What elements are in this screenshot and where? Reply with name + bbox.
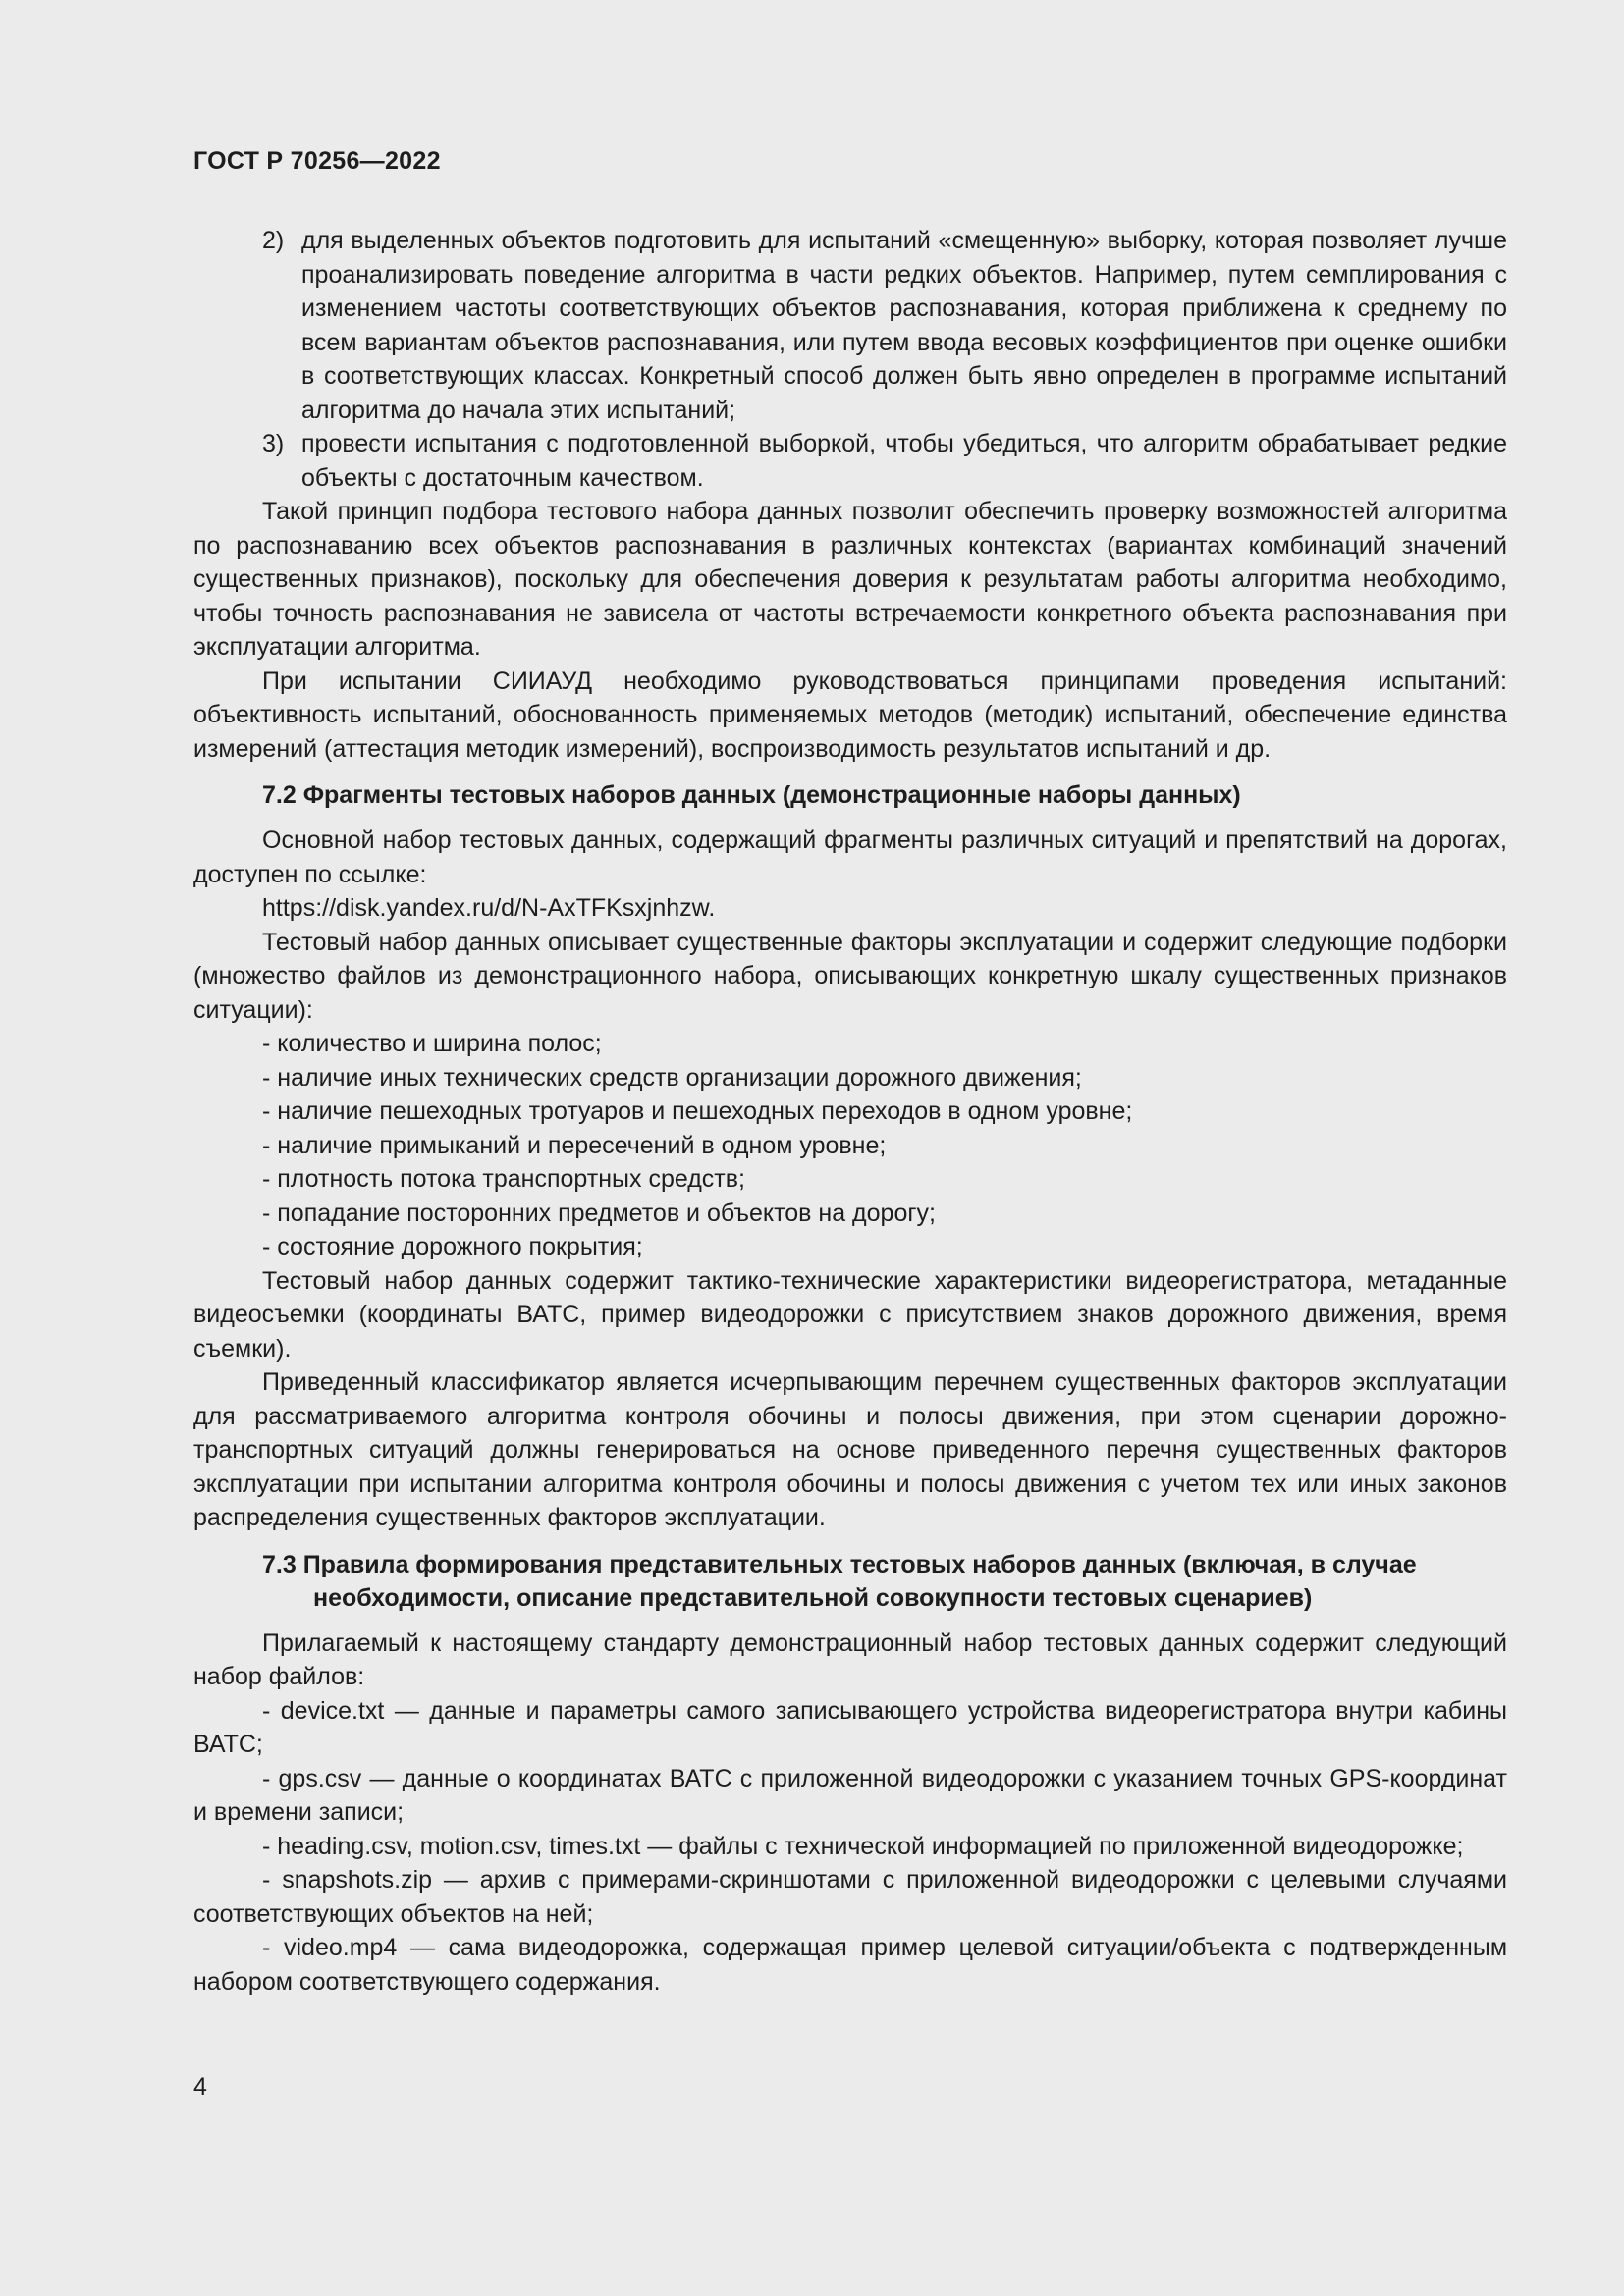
file-list-item: - heading.csv, motion.csv, times.txt — файлы с технической информацией по приложенной видеодорожке; [262,1832,1464,1860]
list-item: - попадание посторонних предметов и объектов на дорогу; [262,1199,936,1227]
paragraph: Основной набор тестовых данных, содержащий фрагменты различных ситуаций и препятствий на дорогах, доступен по ссылке: [193,827,1507,888]
page-content [193,224,1507,1999]
list-item: - плотность потока транспортных средств; [262,1165,745,1193]
list-item: - состояние дорожного покрытия; [262,1233,643,1260]
list-item: - наличие пешеходных тротуаров и пешеходных переходов в одном уровне; [262,1097,1133,1125]
file-list-item: - video.mp4 — сама видеодорожка, содержащая пример целевой ситуации/объекта с подтвержденным набором соответствующего содержания. [193,1934,1507,1996]
list-item [193,427,1507,495]
file-list-item: - gps.csv — данные о координатах ВАТС с приложенной видеодорожки с указанием точных GPS-координат и времени записи; [193,1764,1507,1826]
list-text: провести испытания с подготовленной выборкой, чтобы убедиться, что алгоритм обрабатывает редкие объекты с достаточным качеством. [301,430,1507,492]
list-text: для выделенных объектов подготовить для испытаний «смещенную» выборку, которая позволяет лучше проанализировать поведение алгоритма в части редких объектов. Например, путем семплирования с изменением частоты соответствующих объектов распознавания, которая приближена к среднему по всем вариантам объектов распознавания, или путем ввода весовых коэффициентов при оценке ошибки в соответствующих классах. Конкретный способ должен быть явно определен в программе испытаний алгоритма до начала этих испытаний; [301,227,1507,424]
paragraph: Приведенный классификатор является исчерпывающим перечнем существенных факторов эксплуатации для рассматриваемого алгоритма контроля обочины и полосы движения, при этом сценарии дорожно-транспортных ситуаций должны генерироваться на основе приведенного перечня существенных факторов эксплуатации при испытании алгоритма контроля обочины и полосы движения с учетом тех или иных законов распределения существенных факторов эксплуатации. [193,1368,1507,1531]
list-item: - количество и ширина полос; [262,1030,602,1057]
paragraph: Такой принцип подбора тестового набора данных позволит обеспечить проверку возможностей алгоритма по распознаванию всех объектов распознавания в различных контекстах (вариантах комбинаций значений существенных признаков), поскольку для обеспечения доверия к результатам работы алгоритма необходимо, чтобы точность распознавания не зависела от частоты встречаемости конкретного объекта распознавания при эксплуатации алгоритма. [193,498,1507,661]
list-number: 3) [262,430,285,457]
paragraph: Тестовый набор данных содержит тактико-технические характеристики видеорегистратора, метаданные видеосъемки (координаты ВАТС, пример видеодорожки с присутствием знаков дорожного движения, время съемки). [193,1266,1507,1362]
paragraph: При испытании СИИАУД необходимо руководствоваться принципами проведения испытаний: объективность испытаний, обоснованность применяемых методов (методик) испытаний, обеспечение единства измерений (аттестация методик измерений), воспроизводимость результатов испытаний и др. [193,667,1507,763]
list-item: - наличие примыканий и пересечений в одном уровне; [262,1131,887,1159]
file-list-item: - snapshots.zip — архив с примерами-скриншотами с приложенной видеодорожки с целевыми случаями соответствующих объектов на ней; [193,1866,1507,1928]
page-number: 4 [193,2073,207,2101]
list-item: - наличие иных технических средств организации дорожного движения; [262,1063,1082,1092]
paragraph: Тестовый набор данных описывает существенные факторы эксплуатации и содержит следующие подборки (множество файлов из демонстрационного набора, описывающих конкретную шкалу существенных признаков ситуации): [193,928,1507,1024]
list-item [193,224,1507,427]
list-number: 2) [262,227,285,254]
file-list-item: - device.txt — данные и параметры самого записывающего устройства видеорегистратора внутри кабины ВАТС; [193,1696,1507,1758]
section-heading: 7.2 Фрагменты тестовых наборов данных (демонстрационные наборы данных) [262,781,1241,809]
section-heading: 7.3 Правила формирования представительных тестовых наборов данных (включая, в случае необходимости, описание представительной совокупности тестовых сценариев) [262,1550,1417,1612]
dataset-link: https://disk.yandex.ru/d/N-AxTFKsxjnhzw. [262,894,716,922]
paragraph: Прилагаемый к настоящему стандарту демонстрационный набор тестовых данных содержит следующий набор файлов: [193,1629,1507,1690]
document-header: ГОСТ Р 70256—2022 [193,147,441,175]
